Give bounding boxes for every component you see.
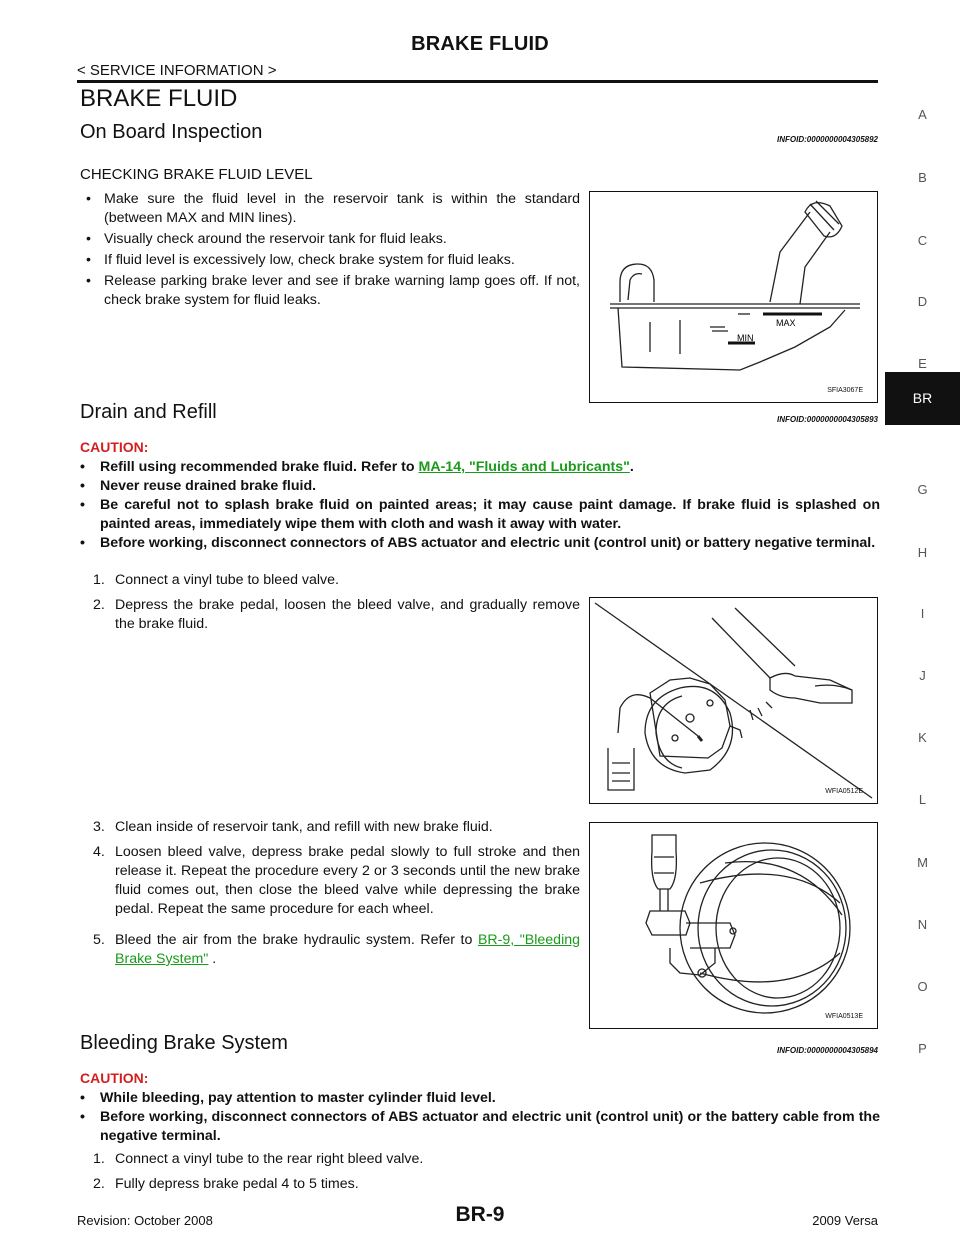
figure-code: WFIA0513E [825,1013,863,1020]
sidebar-letter-l[interactable]: L [918,792,927,807]
step-item: 3. Clean inside of reservoir tank, and refill with new brake fluid. [93,819,493,835]
on-board-bullets [80,190,580,312]
sidebar-letter-m[interactable]: M [917,855,928,870]
bleeding-heading: Bleeding Brake System [80,1032,288,1054]
sidebar-letter-c[interactable]: C [917,233,928,248]
drain-heading: Drain and Refill [80,401,217,423]
drain-steps-b [80,818,580,975]
sidebar-letter-g[interactable]: G [917,482,928,497]
caution-item: • Refill using recommended brake fluid. Refer to MA-14, "Fluids and Lubricants". [80,459,634,475]
caliper-figure [589,597,878,804]
bullet-item: • Release parking brake lever and see if brake warning lamp goes off. If not, check brake system for fluid leaks. [86,273,580,308]
drain-steps-a [80,571,580,640]
bleeding-caution-list [80,1089,880,1146]
sidebar-letter-o[interactable]: O [917,979,928,994]
on-board-heading: On Board Inspection [80,121,263,143]
header-subtitle: < SERVICE INFORMATION > [77,62,277,79]
caution-item: • While bleeding, pay attention to master cylinder fluid level. [80,1090,496,1106]
step-item: 2. Depress the brake pedal, loosen the bleed valve, and gradually remove the brake fluid. [93,597,580,632]
section-title: BRAKE FLUID [80,85,238,112]
footer-model: 2009 Versa [812,1213,878,1228]
sidebar-letter-j[interactable]: J [919,668,926,683]
bleeding-steps [80,1150,880,1200]
bleeding-infoid: INFOID:0000000004305894 [777,1046,878,1055]
reservoir-figure [589,191,878,403]
fluids-lubricants-link[interactable]: MA-14, "Fluids and Lubricants" [418,459,630,475]
figure-code: WFIA0512E [825,788,863,795]
sidebar-tab-br[interactable]: BR [885,372,960,425]
max-label: MAX [776,318,796,328]
caution-item: • Before working, disconnect connectors of ABS actuator and electric unit (control unit) or battery negative terminal. [80,535,876,551]
checking-subheading: CHECKING BRAKE FLUID LEVEL [80,166,313,183]
sidebar-letter-a[interactable]: A [918,107,927,122]
step-item: 5. Bleed the air from the brake hydraulic system. Refer to BR-9, "Bleeding Brake System" . [93,932,580,967]
step-item: 2. Fully depress brake pedal 4 to 5 times. [93,1176,359,1192]
caliper-illustration [590,598,877,803]
sidebar-letter-h[interactable]: H [917,545,928,560]
drain-caution-label: CAUTION: [80,439,149,455]
bullet-item: • Visually check around the reservoir tank for fluid leaks. [86,231,447,247]
footer-page-number: BR-9 [455,1203,505,1226]
caution-item: • Never reuse drained brake fluid. [80,478,317,494]
drain-infoid: INFOID:0000000004305893 [777,415,878,424]
header-title: BRAKE FLUID [411,33,549,55]
booster-figure [589,822,878,1029]
sidebar-letter-k[interactable]: K [918,730,927,745]
reservoir-illustration [590,192,877,402]
footer-revision: Revision: October 2008 [77,1213,213,1228]
sidebar-letter-b[interactable]: B [918,170,927,185]
step-item: 4. Loosen bleed valve, depress brake pedal slowly to full stroke and then release it. Repeat the procedure every 2 or 3 seconds until the new brake fluid comes out, then close the bleed valve while depressing the brake pedal. Repeat the same procedure for each wheel. [93,844,580,917]
figure-code: SFIA3067E [827,387,863,394]
min-label: MIN [737,333,754,343]
step-item: 1. Connect a vinyl tube to bleed valve. [93,572,339,588]
sidebar-letter-p[interactable]: P [918,1041,927,1056]
sidebar-letter-n[interactable]: N [917,917,928,932]
on-board-infoid: INFOID:0000000004305892 [777,135,878,144]
bleeding-caution-label: CAUTION: [80,1070,149,1086]
sidebar-letter-e[interactable]: E [918,356,927,371]
caution-item: • Be careful not to splash brake fluid on painted areas; it may cause paint damage. If brake fluid is splashed on painted areas, immediately wipe them with cloth and wash it away with water. [80,497,880,532]
booster-illustration [590,823,877,1028]
bleeding-brake-system-link[interactable]: BR-9, "Bleeding Brake System" [115,932,580,967]
drain-caution-list [80,458,880,553]
sidebar-letter-d[interactable]: D [917,294,928,309]
bullet-item: • If fluid level is excessively low, check brake system for fluid leaks. [86,252,515,268]
caution-item: • Before working, disconnect connectors of ABS actuator and electric unit (control unit) or the battery cable from the negative terminal. [80,1109,880,1144]
sidebar-letter-i[interactable]: I [920,606,925,621]
header-rule [77,80,878,83]
bullet-item: • Make sure the fluid level in the reservoir tank is within the standard (between MAX and MIN lines). [86,191,580,226]
step-item: 1. Connect a vinyl tube to the rear right bleed valve. [93,1151,424,1167]
